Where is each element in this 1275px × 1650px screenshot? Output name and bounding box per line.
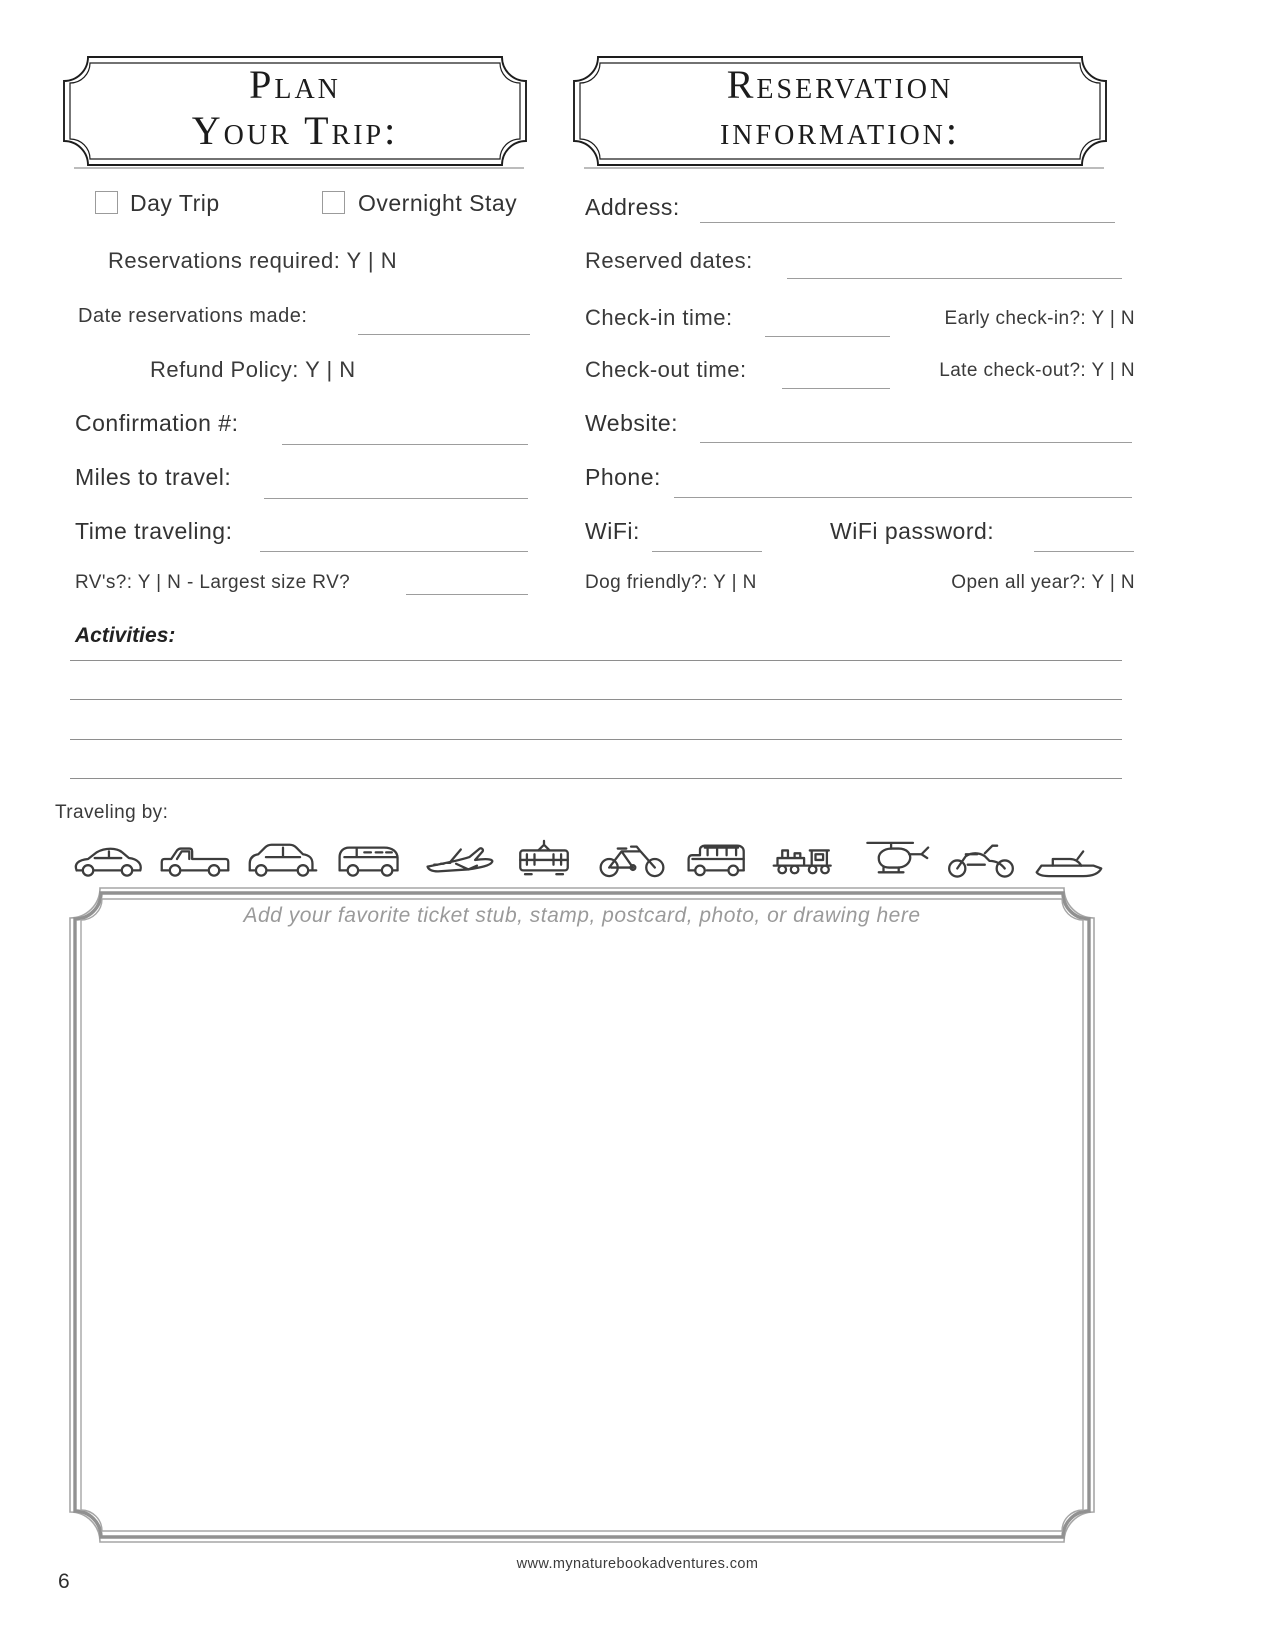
miles-to-travel-line[interactable] [264,498,528,499]
activities-line-4[interactable] [70,778,1122,779]
scrapbook-frame[interactable] [68,886,1096,1544]
tram-icon[interactable] [506,837,582,881]
website-label: Website: [585,410,679,436]
steam-train-icon[interactable] [768,837,844,881]
bicycle-icon[interactable] [594,837,670,881]
reserved-dates-label: Reserved dates: [585,248,753,273]
overnight-stay-label: Overnight Stay [358,190,518,216]
day-trip-label: Day Trip [130,190,220,216]
helicopter-icon[interactable] [855,837,931,881]
reservation-frame-shadow [584,167,1104,169]
camper-van-icon[interactable] [332,837,408,881]
phone-line[interactable] [674,497,1132,498]
activities-label: Activities: [75,624,176,647]
footer-url: www.mynaturebookadventures.com [516,1556,759,1572]
miles-to-travel-label: Miles to travel: [75,464,232,490]
dog-friendly-label: Dog friendly?: Y | N [585,572,757,593]
date-reservations-made-line[interactable] [358,334,530,335]
early-check-in-label: Early check-in?: Y | N [944,308,1135,329]
overnight-stay-checkbox[interactable] [322,191,345,214]
check-in-time-label: Check-in time: [585,305,733,330]
check-out-time-line[interactable] [782,388,890,389]
reservation-title-line1: Reservation [726,62,954,107]
plan-frame-shadow [74,167,524,169]
vehicle-icons-row [70,836,1106,882]
day-trip-checkbox[interactable] [95,191,118,214]
wifi-line[interactable] [652,551,762,552]
address-label: Address: [585,194,680,220]
rv-label: RV's?: Y | N - Largest size RV? [75,572,351,593]
date-reservations-made-label: Date reservations made: [78,305,308,327]
address-line[interactable] [700,222,1115,223]
confirmation-label: Confirmation #: [75,410,239,436]
pickup-truck-icon[interactable] [157,837,233,881]
reserved-dates-line[interactable] [787,278,1122,279]
motorcycle-icon[interactable] [943,837,1019,881]
plan-title-line2: Your Trip: [191,108,399,154]
refund-policy-label: Refund Policy: Y | N [150,357,356,382]
reservation-title-line2: information: [719,108,960,154]
airplane-icon[interactable] [419,837,495,881]
time-traveling-line[interactable] [260,551,528,552]
activities-line-2[interactable] [70,699,1122,700]
page-number: 6 [58,1570,70,1593]
activities-line-1[interactable] [70,660,1122,661]
rv-size-line[interactable] [406,594,528,595]
check-out-time-label: Check-out time: [585,357,747,382]
reservations-required-label: Reservations required: Y | N [108,248,398,273]
traveling-by-label: Traveling by: [55,802,169,823]
yacht-icon[interactable] [1030,837,1106,881]
confirmation-line[interactable] [282,444,528,445]
wifi-label: WiFi: [585,518,640,544]
time-traveling-label: Time traveling: [75,518,233,544]
suv-icon[interactable] [245,837,321,881]
late-check-out-label: Late check-out?: Y | N [939,360,1135,381]
scrapbook-caption: Add your favorite ticket stub, stamp, postcard, photo, or drawing here [243,904,921,927]
open-all-year-label: Open all year?: Y | N [951,572,1135,593]
check-in-time-line[interactable] [765,336,890,337]
sedan-car-icon[interactable] [70,837,146,881]
wifi-password-line[interactable] [1034,551,1134,552]
phone-label: Phone: [585,464,661,490]
wifi-password-label: WiFi password: [830,518,995,544]
school-bus-icon[interactable] [681,837,757,881]
plan-title [62,62,528,155]
reservation-title [572,62,1108,155]
website-line[interactable] [700,442,1132,443]
plan-title-line1: Plan [249,62,341,107]
activities-line-3[interactable] [70,739,1122,740]
